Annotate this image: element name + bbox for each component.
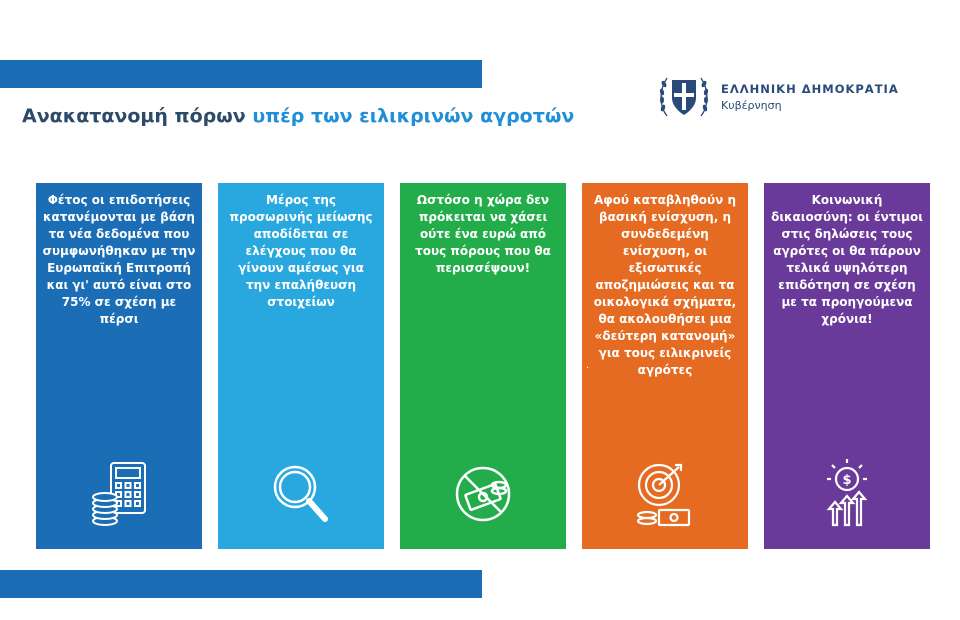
info-card (582, 183, 748, 549)
svg-text:$: $ (842, 473, 852, 488)
info-card (36, 183, 202, 549)
greek-coat-of-arms-icon (655, 68, 713, 126)
card-text: Αφού καταβληθούν η βασική ενίσχυση, η συνδεδεμένη ενίσχυση, οι εξισωτικές αποζημιώσεις και τα οικολογικά σχήματα, θα ακολουθήσει μια «δεύτερη κατανομή» για τους ειλικρινείς αγρότες (593, 193, 737, 377)
target-money-icon (627, 459, 703, 529)
title-main: Ανακατανομή πόρων (22, 105, 253, 127)
stray-dot: · (586, 363, 590, 374)
logo-title: ΕΛΛΗΝΙΚΗ ΔΗΜΟΚΡΑΤΙΑ (721, 82, 899, 96)
dollar-growth-icon (809, 459, 885, 529)
no-money-icon (445, 459, 521, 529)
card-text: Μέρος της προσωρινής μείωσης αποδίδεται σε ελέγχους που θα γίνουν αμέσως για την επαλήθευση στοιχείων (229, 193, 373, 309)
info-card (764, 183, 930, 549)
title-highlight: υπέρ των ειλικρινών αγροτών (252, 105, 575, 127)
card-text: Κοινωνική δικαιοσύνη: οι έντιμοι στις δηλώσεις τους αγρότες οι θα πάρουν τελικά υψηλότερη επιδότηση σε σχέση με τα προηγούμενα χρόνια! (771, 193, 923, 326)
magnifier-icon (263, 459, 339, 529)
card-text: Ωστόσο η χώρα δεν πρόκειται να χάσει ούτε ένα ευρώ από τους πόρους που θα περισσέψουν! (415, 193, 551, 275)
government-logo (655, 68, 899, 126)
card-text: Φέτος οι επιδοτήσεις κατανέμονται με βάση τα νέα δεδομένα που συμφωνήθηκαν με την Ευρωπαϊκή Επιτροπή και γι' αυτό είναι στο 75% σε σχέση με πέρσι (42, 193, 196, 326)
page-title (22, 105, 574, 127)
top-accent-bar (0, 60, 482, 88)
logo-subtitle: Κυβέρνηση (721, 99, 782, 112)
bottom-accent-bar (0, 570, 482, 598)
info-card (400, 183, 566, 549)
calculator-coins-icon (81, 459, 157, 529)
info-card (218, 183, 384, 549)
